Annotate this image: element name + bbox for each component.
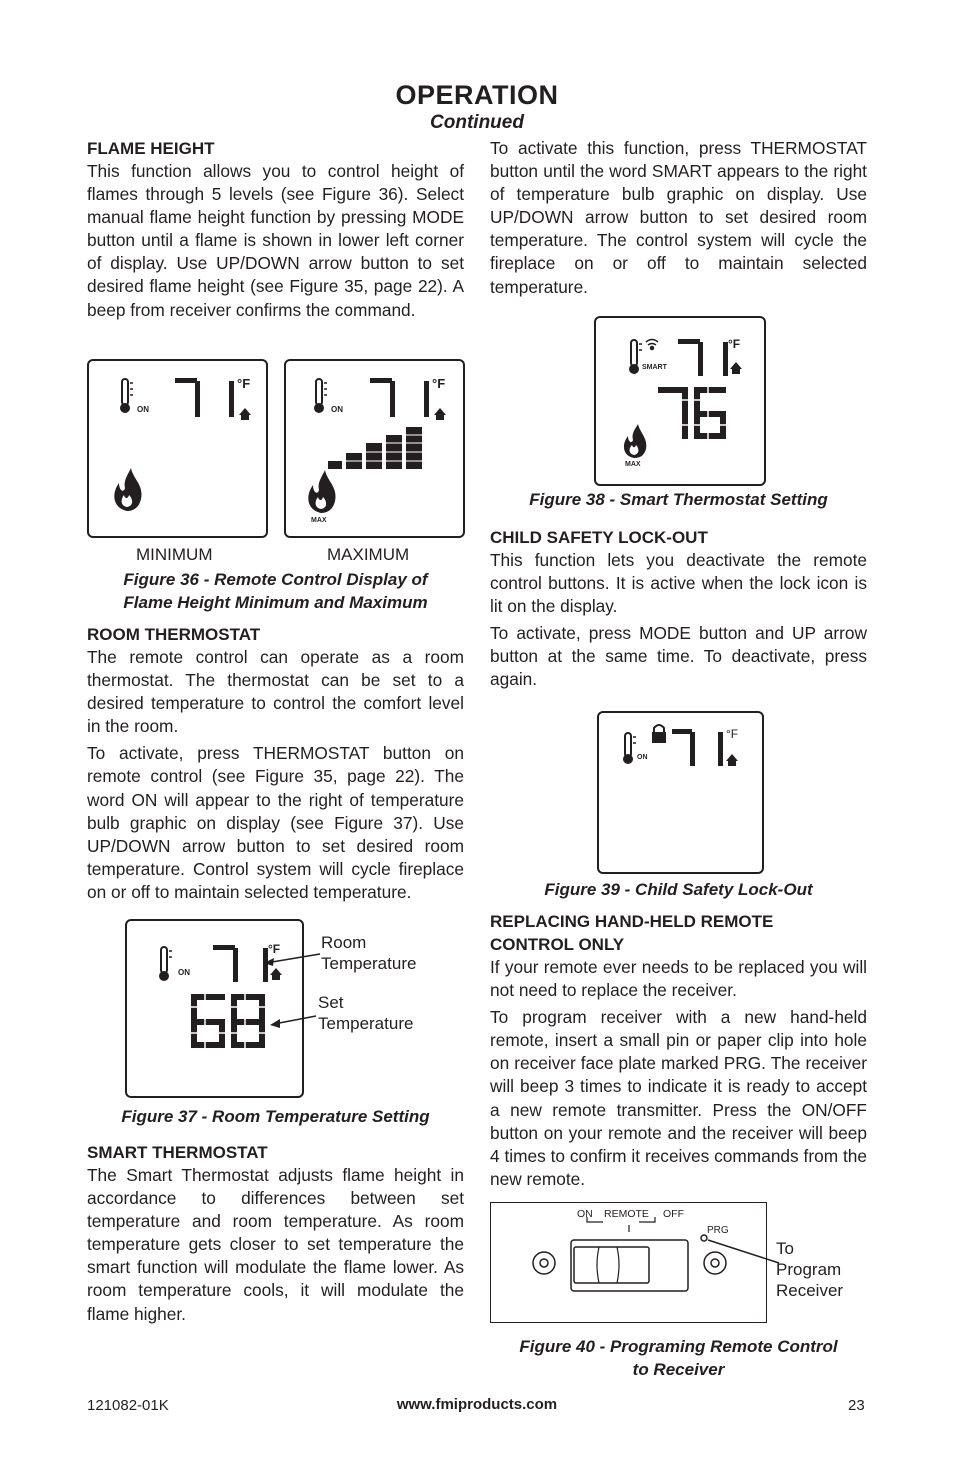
section-heading: FLAME HEIGHT (87, 139, 215, 158)
section-heading: SMART THERMOSTAT (87, 1143, 268, 1162)
max-text: MAX (625, 461, 641, 468)
caption-line: to Receiver (632, 1360, 725, 1379)
caption-line: Figure 36 - Remote Control Display of (123, 570, 428, 589)
room-temperature-callout (321, 932, 416, 974)
section-heading (490, 910, 867, 956)
paragraph: To activate, press THERMOSTAT button on remote control (see Figure 35, page 22). The word ON will appear to the right of temperature bulb graphic on display (see Figure 37). Use UP/DOWN arrow button to set desired room temperature. Control system will cycle fireplace on or off to maintain selected temperature. (87, 743, 464, 902)
caption-line: Figure 40 - Programing Remote Control (519, 1337, 838, 1356)
home-icon (726, 754, 738, 766)
flame-level-bars (328, 427, 422, 469)
thermometer-icon (623, 733, 636, 764)
figure-38-caption: Figure 38 - Smart Thermostat Setting (529, 490, 828, 509)
screw-right-icon (704, 1252, 726, 1274)
callout-line: Temperature (321, 954, 417, 973)
switch-remote-label: REMOTE (604, 1208, 649, 1220)
switch-on-label: ON (577, 1208, 593, 1220)
set-temperature-digits (658, 387, 726, 439)
screw-left-icon (533, 1252, 555, 1274)
temperature-digits (672, 729, 723, 766)
callout-line: Temperature (318, 1014, 414, 1033)
paragraph: This function allows you to control height of flames through 5 levels (see Figure 36). Select manual flame height function by pressing MODE button until a flame is shown in lower left corner of display. Use UP/DOWN arrow button to set desired flame height (see Figure 35, page 22). A beep from receiver confirms the command. (87, 161, 464, 320)
caption-line: Flame Height Minimum and Maximum (123, 593, 428, 612)
lock-icon (652, 725, 666, 743)
thermometer-icon (159, 947, 172, 981)
prg-hole-icon (701, 1235, 707, 1241)
status-text: ON (331, 405, 343, 414)
replacing-remote-section (490, 910, 867, 1195)
display-child-lock (597, 711, 764, 874)
paragraph: The Smart Thermostat adjusts flame height in accordance to differences between set temperature and room temperature. As room temperature gets closer to set temperature the smart function will modulate the flame lower. As room temperature cools, it will modulate the flame higher. (87, 1165, 464, 1324)
status-text: SMART (642, 364, 667, 371)
page-subtitle: Continued (430, 112, 524, 133)
callout-line: Set (318, 993, 344, 1012)
figure-37-caption: Figure 37 - Room Temperature Setting (121, 1107, 430, 1126)
status-text: ON (137, 405, 149, 414)
document-number: 121082-01K (87, 1397, 169, 1414)
status-text: ON (178, 968, 190, 977)
callout-line: Receiver (776, 1281, 844, 1300)
home-icon (434, 408, 446, 420)
child-lock-section (490, 526, 867, 696)
callout-line: To (776, 1239, 794, 1258)
minimum-label: MINIMUM (136, 545, 213, 564)
prg-callout-arrow (708, 1240, 779, 1263)
flame-icon (308, 470, 335, 513)
flame-icon (624, 424, 646, 458)
set-temperature-digits (191, 994, 265, 1048)
unit-text: °F (432, 376, 446, 391)
display-smart-thermostat (594, 316, 766, 486)
unit-text: °F (268, 942, 281, 956)
receiver-faceplate (490, 1202, 767, 1323)
switch-housing (571, 1240, 688, 1291)
thermometer-icon (629, 340, 642, 374)
figure-39-caption: Figure 39 - Child Safety Lock-Out (544, 880, 813, 899)
paragraph: To activate this function, press THERMOSTAT button until the word SMART appears to the right of temperature bulb graphic on display. Use UP/DOWN arrow button to set desired room temperature. The control system will cycle the fireplace on or off to maintain selected temperature. (490, 138, 867, 297)
section-heading: ROOM THERMOSTAT (87, 625, 261, 644)
paragraph: To activate, press MODE button and UP arrow button at the same time. To deactivate, press again. (490, 623, 867, 690)
room-temperature-digits (678, 339, 728, 376)
website-link[interactable]: www.fmiproducts.com (396, 1396, 558, 1413)
paragraph: To program receiver with a new hand-held remote, insert a small pin or paper clip into hole on receiver face plate marked PRG. The receiver will beep 3 times to indicate it is ready to accept a new remote transmitter. Press the ON/OFF button on your remote and the receiver will beep 4 times to confirm it receives commands from the new remote. (490, 1007, 867, 1189)
callout-line: Room (321, 933, 367, 952)
callout-line: Program (776, 1260, 842, 1279)
display-minimum (87, 359, 268, 538)
unit-text: °F (728, 337, 741, 351)
paragraph: The remote control can operate as a room thermostat. The thermostat can be set to a desired temperature to control the comfort level in the room. (87, 647, 464, 737)
temperature-digits (370, 378, 429, 417)
display-maximum (284, 359, 465, 538)
page-number: 23 (848, 1397, 865, 1414)
heading-line: REPLACING HAND-HELD REMOTE (490, 912, 774, 931)
paragraph: This function lets you deactivate the remote control buttons. It is active when the lock icon is lit on the display. (490, 550, 867, 617)
heading-line: CONTROL ONLY (490, 935, 625, 954)
maximum-label: MAXIMUM (327, 545, 410, 564)
prg-label: PRG (707, 1225, 729, 1236)
thermometer-icon (314, 379, 327, 413)
home-icon (730, 362, 742, 374)
smart-activate-section (490, 137, 867, 303)
paragraph: If your remote ever needs to be replaced you will not need to replace the receiver. (490, 957, 867, 1001)
figure-40-caption (490, 1335, 867, 1381)
switch-off-label: OFF (663, 1208, 684, 1220)
status-text: ON (637, 754, 648, 761)
flame-height-section (87, 137, 464, 326)
unit-text: °F (237, 376, 251, 391)
figure-36-caption (87, 568, 464, 614)
program-receiver-callout (776, 1238, 843, 1301)
page-title: OPERATION (395, 80, 559, 110)
flame-icon (114, 468, 141, 511)
unit-text: °F (726, 727, 739, 741)
set-temperature-callout (318, 992, 413, 1034)
temperature-digits (175, 378, 234, 417)
wifi-icon (646, 340, 658, 350)
home-icon (239, 408, 251, 420)
max-text: MAX (311, 517, 327, 524)
thermometer-icon (120, 379, 133, 413)
smart-thermostat-section (87, 1141, 464, 1330)
room-thermostat-section (87, 623, 464, 908)
section-heading: CHILD SAFETY LOCK-OUT (490, 528, 708, 547)
